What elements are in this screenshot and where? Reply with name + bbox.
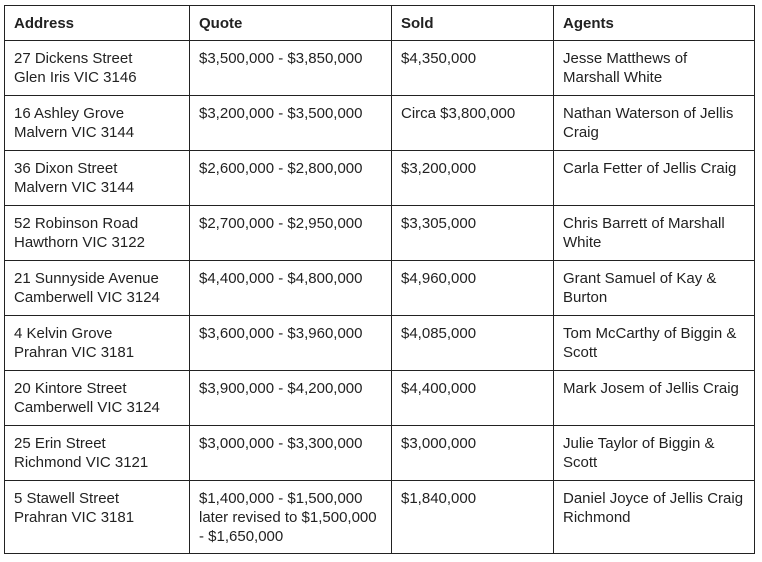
suburb: Camberwell VIC 3124 (14, 399, 160, 416)
agents-cell: Chris Barrett of Marshall White (554, 206, 755, 261)
table-row (5, 316, 755, 371)
address-cell (5, 41, 190, 96)
suburb: Prahran VIC 3181 (14, 344, 135, 361)
table-row (5, 151, 755, 206)
table-row (5, 261, 755, 316)
quote-cell: $3,200,000 - $3,500,000 (190, 96, 392, 151)
sold-cell: $1,840,000 (392, 481, 554, 554)
header-row (5, 6, 755, 41)
header-agents: Agents (554, 6, 755, 41)
sold-cell: $4,960,000 (392, 261, 554, 316)
header-address: Address (5, 6, 190, 41)
suburb: Richmond VIC 3121 (14, 454, 149, 471)
address-cell (5, 426, 190, 481)
agents-cell: Jesse Matthews of Marshall White (554, 41, 755, 96)
agents-cell: Tom McCarthy of Biggin & Scott (554, 316, 755, 371)
suburb: Malvern VIC 3144 (14, 124, 135, 141)
agents-cell: Mark Josem of Jellis Craig (554, 371, 755, 426)
suburb: Malvern VIC 3144 (14, 179, 135, 196)
quote-cell: $2,700,000 - $2,950,000 (190, 206, 392, 261)
header-quote: Quote (190, 6, 392, 41)
address-cell (5, 96, 190, 151)
sales-table (4, 5, 755, 554)
quote-cell: $3,500,000 - $3,850,000 (190, 41, 392, 96)
sold-cell: $4,400,000 (392, 371, 554, 426)
street: 5 Stawell Street (14, 490, 120, 507)
address-cell (5, 261, 190, 316)
suburb: Prahran VIC 3181 (14, 509, 135, 526)
address-cell (5, 371, 190, 426)
sold-cell: Circa $3,800,000 (392, 96, 554, 151)
address-cell (5, 481, 190, 554)
agents-cell: Grant Samuel of Kay & Burton (554, 261, 755, 316)
sold-cell: $4,085,000 (392, 316, 554, 371)
quote-cell: $3,600,000 - $3,960,000 (190, 316, 392, 371)
address-cell (5, 206, 190, 261)
agents-cell: Julie Taylor of Biggin & Scott (554, 426, 755, 481)
street: 21 Sunnyside Avenue (14, 270, 159, 287)
quote-cell: $1,400,000 - $1,500,000 later revised to $1,500,000 - $1,650,000 (190, 481, 392, 554)
street: 20 Kintore Street (14, 380, 127, 397)
agents-cell: Nathan Waterson of Jellis Craig (554, 96, 755, 151)
sold-cell: $3,305,000 (392, 206, 554, 261)
street: 16 Ashley Grove (14, 105, 125, 122)
header-sold: Sold (392, 6, 554, 41)
table-row (5, 481, 755, 554)
address-cell (5, 316, 190, 371)
quote-cell: $2,600,000 - $2,800,000 (190, 151, 392, 206)
address-cell (5, 151, 190, 206)
street: 25 Erin Street (14, 435, 106, 452)
table-row (5, 371, 755, 426)
suburb: Camberwell VIC 3124 (14, 289, 160, 306)
table-row (5, 41, 755, 96)
sold-cell: $3,000,000 (392, 426, 554, 481)
table-row (5, 96, 755, 151)
quote-cell: $3,000,000 - $3,300,000 (190, 426, 392, 481)
table-row (5, 426, 755, 481)
street: 36 Dixon Street (14, 160, 118, 177)
street: 52 Robinson Road (14, 215, 139, 232)
sold-cell: $4,350,000 (392, 41, 554, 96)
sold-cell: $3,200,000 (392, 151, 554, 206)
suburb: Hawthorn VIC 3122 (14, 234, 145, 251)
table-row (5, 206, 755, 261)
quote-cell: $4,400,000 - $4,800,000 (190, 261, 392, 316)
suburb: Glen Iris VIC 3146 (14, 69, 137, 86)
agents-cell: Carla Fetter of Jellis Craig (554, 151, 755, 206)
street: 27 Dickens Street (14, 50, 133, 67)
street: 4 Kelvin Grove (14, 325, 113, 342)
agents-cell: Daniel Joyce of Jellis Craig Richmond (554, 481, 755, 554)
quote-cell: $3,900,000 - $4,200,000 (190, 371, 392, 426)
